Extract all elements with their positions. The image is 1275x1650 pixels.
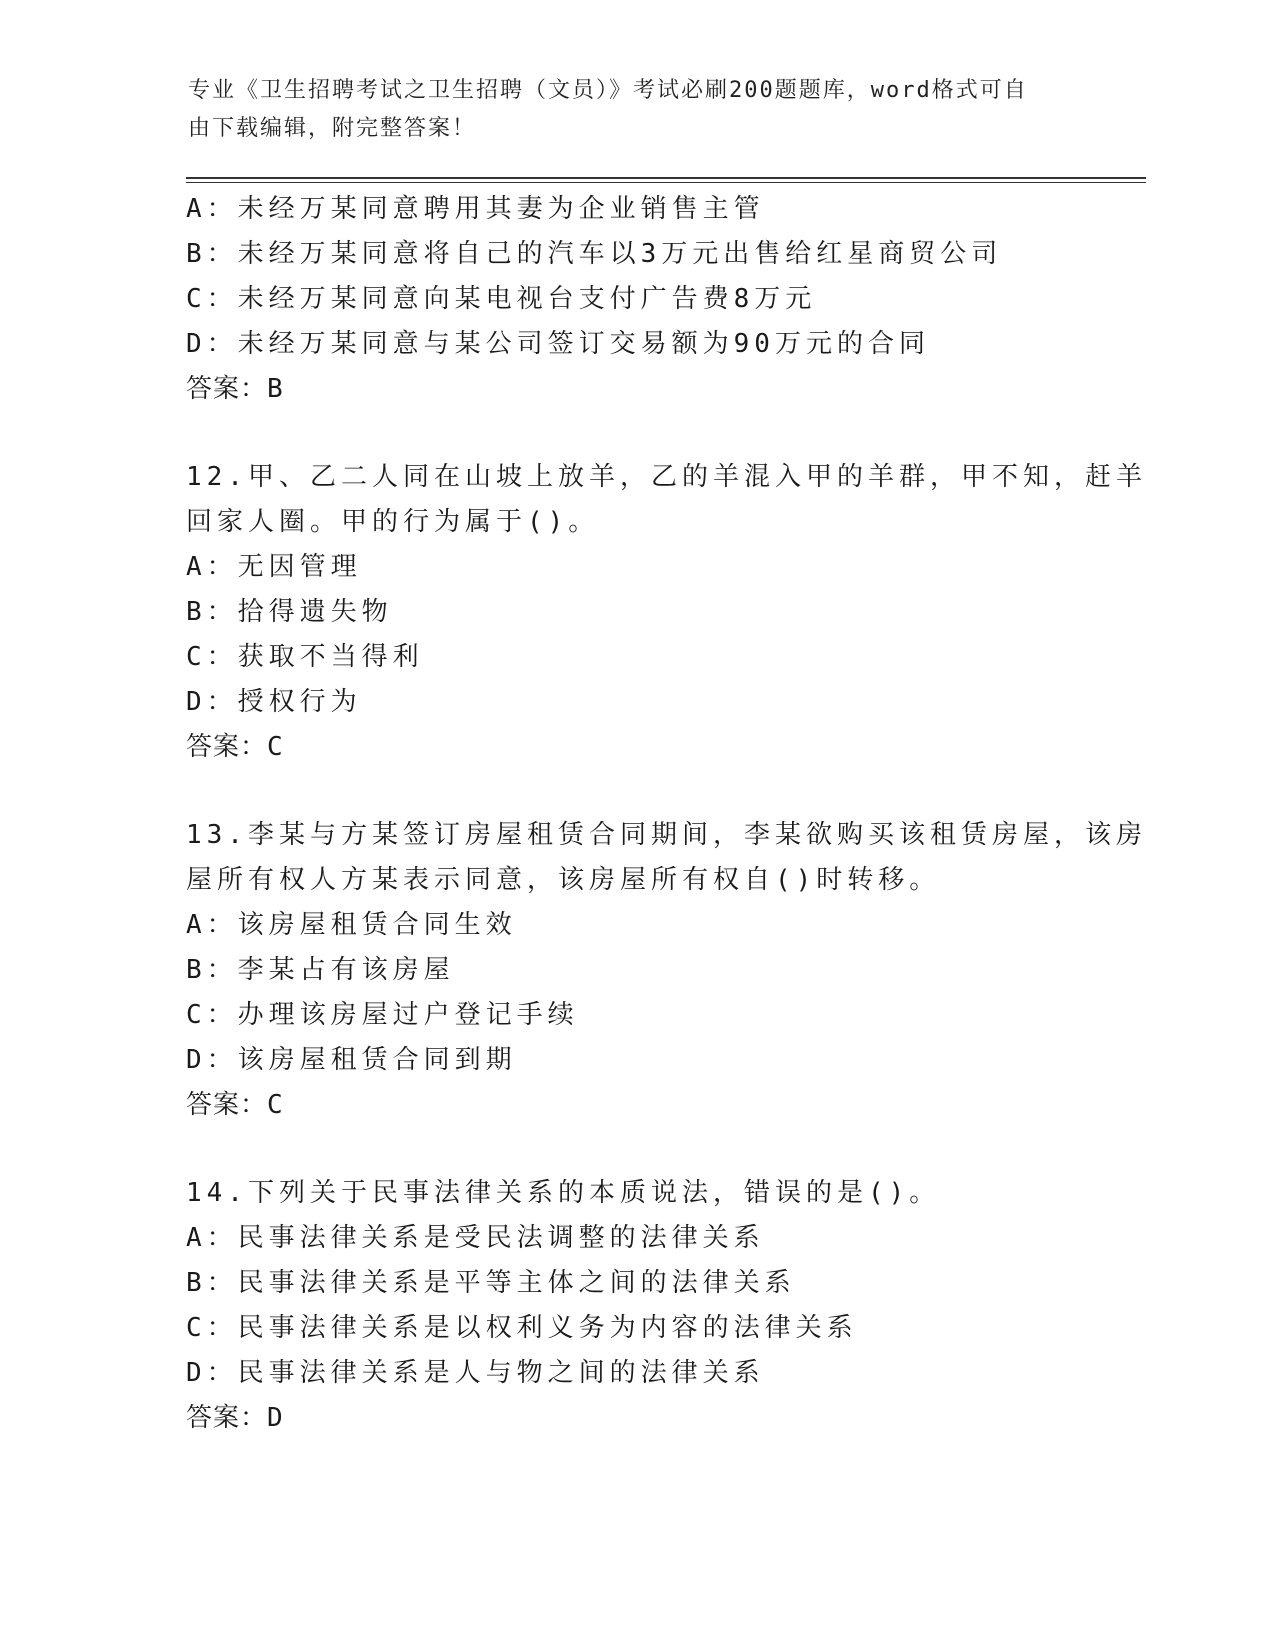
q13-stem-line-2: 屋所有权人方某表示同意，该房屋所有权自()时转移。 (186, 865, 941, 895)
q14-answer: 答案：D (186, 1403, 284, 1433)
q13-option-b: B：李某占有该房屋 (186, 955, 455, 985)
q12-answer: 答案：C (186, 732, 284, 762)
q14-option-b: B：民事法律关系是平等主体之间的法律关系 (186, 1268, 796, 1298)
q13-option-d: D：该房屋租赁合同到期 (186, 1045, 517, 1075)
header-line-2: 由下载编辑，附完整答案！ (188, 116, 477, 141)
header-divider-thin (186, 182, 1146, 183)
header-line-1: 专业《卫生招聘考试之卫生招聘（文员）》考试必刷200题题库，word格式可自 (188, 78, 1028, 103)
q14-option-c: C：民事法律关系是以权利义务为内容的法律关系 (186, 1313, 858, 1343)
q11-answer: 答案：B (186, 374, 284, 404)
q12-stem-line-1: 12.甲、乙二人同在山坡上放羊，乙的羊混入甲的羊群，甲不知，赶羊 (186, 462, 1147, 492)
q12-option-d: D：授权行为 (186, 687, 362, 717)
q11-option-a: A：未经万某同意聘用其妻为企业销售主管 (186, 194, 765, 224)
q12-option-a: A：无因管理 (186, 552, 362, 582)
q13-option-a: A：该房屋租赁合同生效 (186, 910, 517, 940)
header-divider (186, 177, 1146, 179)
q13-option-c: C：办理该房屋过户登记手续 (186, 1000, 579, 1030)
q12-stem-line-2: 回家人圈。甲的行为属于()。 (186, 507, 600, 537)
q11-option-d: D：未经万某同意与某公司签订交易额为90万元的合同 (186, 329, 930, 359)
q14-option-a: A：民事法律关系是受民法调整的法律关系 (186, 1223, 765, 1253)
q12-option-c: C：获取不当得利 (186, 642, 424, 672)
q13-answer: 答案：C (186, 1090, 284, 1120)
q13-stem-line-1: 13.李某与方某签订房屋租赁合同期间，李某欲购买该租赁房屋，该房 (186, 820, 1147, 850)
q12-option-b: B：拾得遗失物 (186, 597, 393, 627)
q11-option-c: C：未经万某同意向某电视台支付广告费8万元 (186, 284, 817, 314)
q14-option-d: D：民事法律关系是人与物之间的法律关系 (186, 1358, 765, 1388)
q11-option-b: B：未经万某同意将自己的汽车以3万元出售给红星商贸公司 (186, 239, 1003, 269)
document-header (188, 72, 1068, 148)
q14-stem-line-1: 14.下列关于民事法律关系的本质说法，错误的是()。 (186, 1178, 941, 1208)
